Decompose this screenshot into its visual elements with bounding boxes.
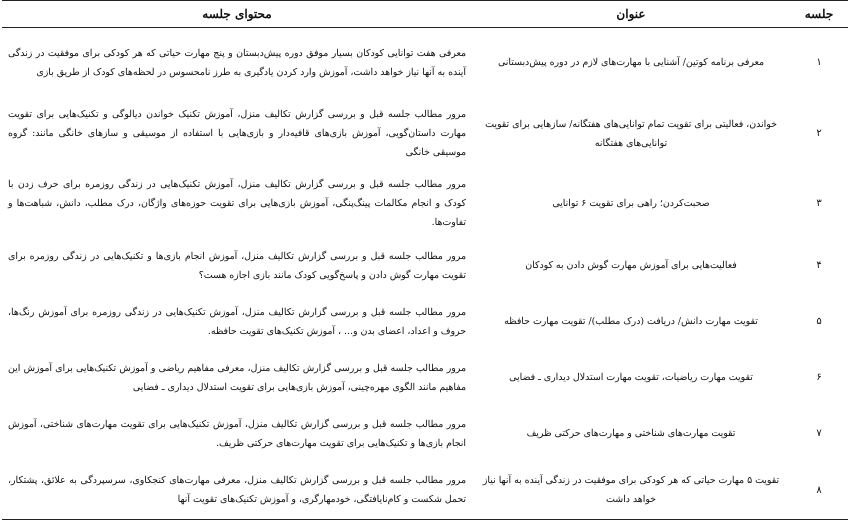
- row-title: صحبت‌کردن؛ راهی برای تقویت ۶ توانایی: [552, 198, 710, 209]
- header-content: محتوای جلسه: [2, 1, 472, 28]
- table-row: [2, 170, 848, 238]
- table-row: [2, 350, 848, 406]
- row-number: ۵: [816, 316, 822, 327]
- row-number: ۲: [816, 128, 822, 139]
- row-number: ۱: [816, 57, 822, 69]
- row-content: مرور مطالب جلسه قبل و بررسی گزارش تکالیف منزل، آموزش تکنیک‌هایی در زندگی روزمره برای حرف زدن با کودک و انجام مکالمات پینگ‌پنگی، آموزش بازی‌هایی برای تقویت حوزه‌های واژگان، درک مطلب، دانش، شباهت‌ها و تفاوت‌ها.: [8, 179, 466, 228]
- row-content: مرور مطالب جلسه قبل و بررسی گزارش تکالیف منزل، معرفی مفاهیم ریاضی و آموزش تکنیک‌هایی برای آموزش این مفاهیم مانند الگوی مهره‌چینی، آموزش بازی‌هایی برای تقویت استدلال دیداری ـ فضایی: [8, 362, 466, 393]
- row-title: فعالیت‌هایی برای آموزش مهارت گوش دادن به کودکان: [525, 260, 737, 271]
- row-number: ۶: [816, 372, 822, 383]
- row-content: مرور مطالب جلسه قبل و بررسی گزارش تکالیف منزل، آموزش انجام بازی‌ها و تکنیک‌هایی در زندگی روزمره برای تقویت مهارت گوش دادن و پاسخ‌گویی کودک مانند بازی اجازه هست؟: [8, 250, 466, 281]
- row-number: ۴: [816, 260, 822, 271]
- row-title: خواندن، فعالیتی برای تقویت تمام توانایی‌های هفتگانه/ سازهایی برای تقویت توانایی‌های هفتگانه: [485, 118, 777, 149]
- table-row: [2, 406, 848, 462]
- row-number: ۸: [790, 462, 848, 520]
- table-row: [2, 28, 848, 98]
- table-row: [2, 294, 848, 350]
- header-title: عنوان: [472, 1, 790, 28]
- row-content: مرور مطالب جلسه قبل و بررسی گزارش تکالیف منزل، آموزش تکنیک خواندن دیالوگی و تکنیک‌هایی برای تقویت مهارت داستان‌گویی، آموزش بازی‌های قافیه‌دار و بازی‌هایی با استفاده از موسیقی و سازهای خانگی مانند: گروه موسیقی خانگی: [8, 109, 466, 158]
- row-number: ۳: [816, 198, 822, 209]
- row-content: مرور مطالب جلسه قبل و بررسی گزارش تکالیف منزل، آموزش تکنیک‌هایی در زندگی روزمره برای آموزش رنگ‌ها، حروف و اعداد، اعضای بدن و... ، آموزش تکنیک‌های تقویت حافظه.: [8, 306, 466, 337]
- sessions-table: [2, 0, 848, 520]
- row-title: معرفی برنامه کوتین/ آشنایی با مهارت‌های لازم در دوره پیش‌دبستانی: [497, 57, 765, 69]
- table-row: [2, 462, 848, 520]
- row-title: تقویت مهارت‌های شناختی و مهارت‌های حرکتی ظریف: [526, 428, 736, 439]
- table-row: [2, 238, 848, 294]
- row-content: مرور مطالب جلسه قبل و بررسی گزارش تکالیف منزل، آموزش تکنیک‌هایی برای تقویت مهارت‌های شناختی، آموزش انجام بازی‌ها و تکنیک‌هایی برای تقویت مهارت‌های حرکتی ظریف.: [8, 418, 466, 449]
- row-title: تقویت ۵ مهارت حیاتی که هر کودکی برای موفقیت در زندگی آینده به آنها نیاز خواهد داشت: [472, 462, 790, 520]
- table-row: [2, 98, 848, 170]
- row-title: تقویت مهارت دانش/ دریافت (درک مطلب)/ تقویت مهارت حافظه: [504, 316, 758, 327]
- row-number: ۷: [816, 428, 822, 439]
- row-content: معرفی هفت توانایی کودکان بسیار موفق دوره پیش‌دبستان و پنج مهارت حیاتی که هر کودکی برای موفقیت در زندگی آینده به آنها نیاز خواهد داشت، آموزش وارد کردن یادگیری به طرز نامحسوس در لحظه‌های کودک از طریق بازی: [8, 47, 466, 78]
- row-title: تقویت مهارت ریاضیات، تقویت مهارت استدلال دیداری ـ فضایی: [509, 372, 753, 383]
- header-session: جلسه: [790, 1, 848, 28]
- table-header-row: [2, 1, 848, 28]
- row-content: مرور مطالب جلسه قبل و بررسی گزارش تکالیف منزل، معرفی مهارت‌های کنجکاوی، سرسپردگی به علائق، پشتکار، تحمل شکست و کام‌نایافتگی، خودمهارگری، و آموزش تکنیک‌های تقویت آنها: [2, 462, 472, 520]
